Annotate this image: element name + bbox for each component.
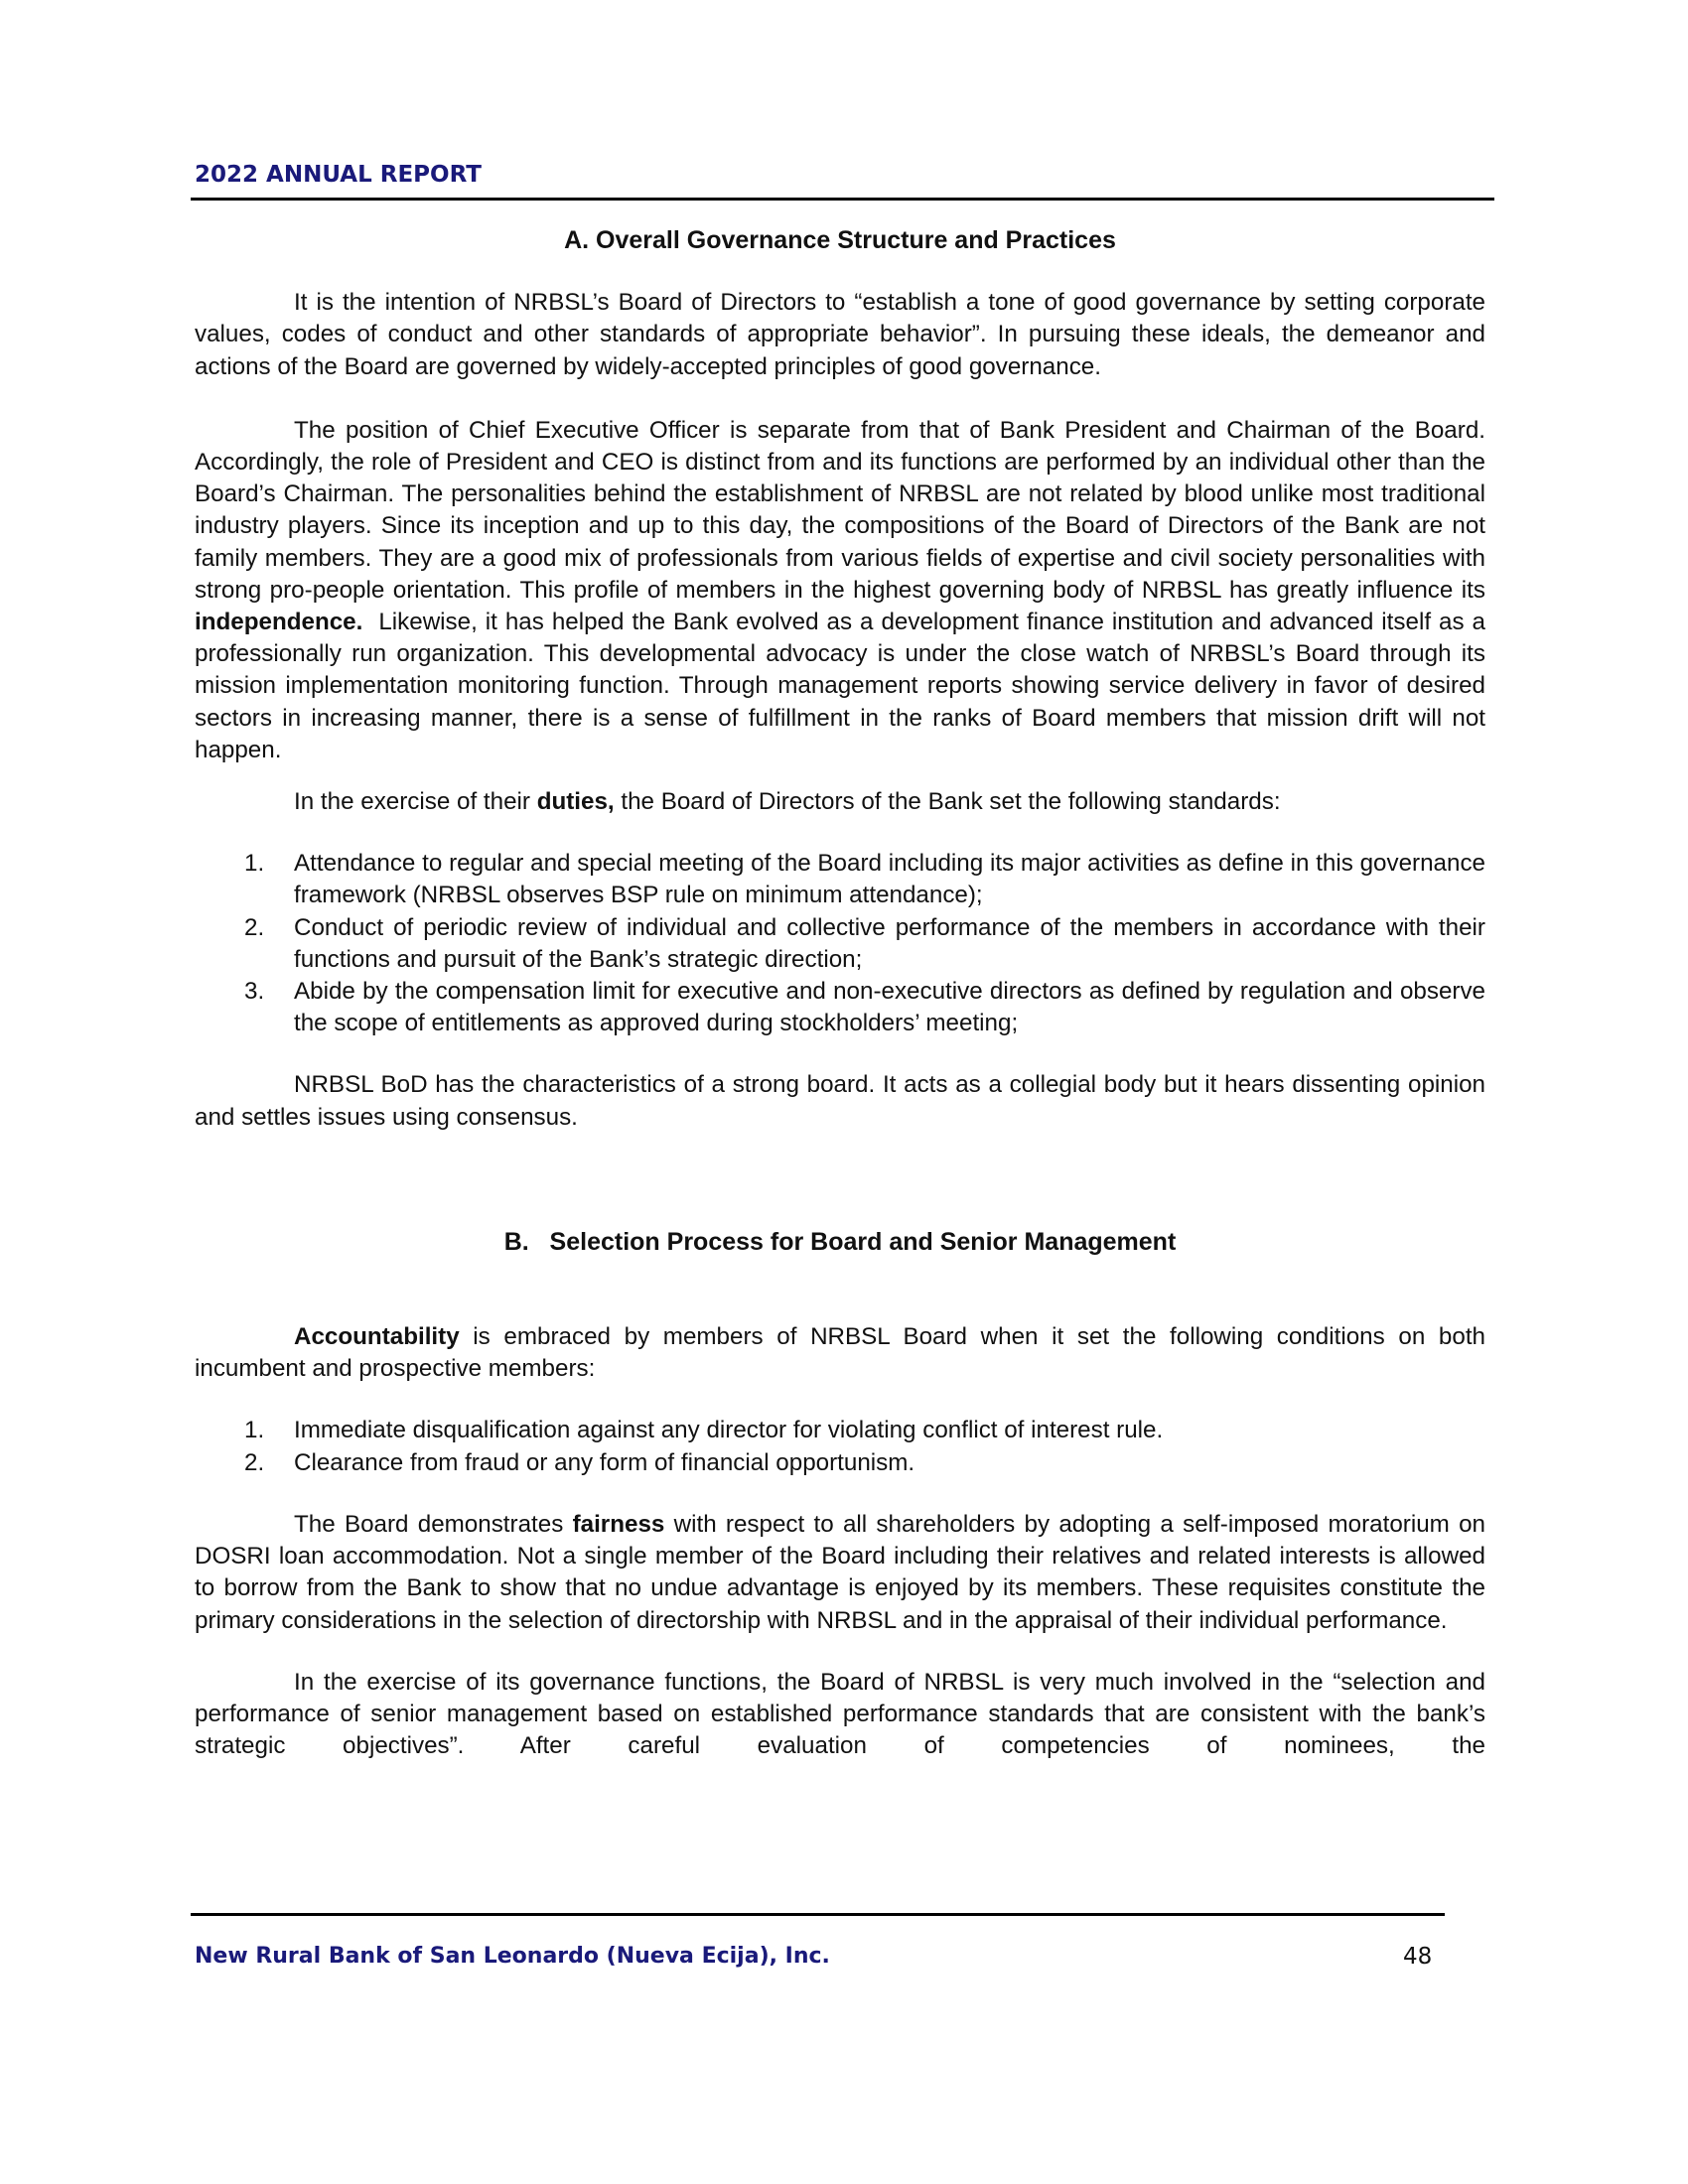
section-b-title: B. Selection Process for Board and Senior Management — [503, 1227, 1177, 1256]
section-a-paragraph-1: It is the intention of NRBSL’s Board of Directors to “establish a tone of good governance by setting corporate values, codes of conduct and other standards of appropriate behavior”. In pursuing these ideals, the demeanor and actions of the Board are governed by widely-accepted principles of good governance. — [195, 289, 1485, 380]
list-item-text: Attendance to regular and special meeting of the Board including its major activities as define in this governance framework (NRBSL observes BSP rule on minimum attendance); — [294, 850, 1485, 909]
list-item — [195, 1447, 1485, 1479]
section-a-paragraph-3 — [195, 786, 1485, 818]
emphasis-duties: duties, — [536, 788, 615, 816]
list-item — [195, 912, 1485, 976]
conditions-list — [195, 1415, 1485, 1478]
section-a-paragraph-2 — [195, 415, 1492, 766]
header-divider — [191, 198, 1494, 201]
list-number: 1. — [244, 850, 265, 878]
list-number: 3. — [244, 978, 265, 1006]
emphasis-independence: independence. — [195, 609, 363, 636]
list-item — [195, 848, 1485, 911]
standards-list — [195, 848, 1485, 1039]
paragraph-text: with respect to all shareholders by adopting a self-imposed moratorium on DOSRI loan accommodation. Not a single member of the Board including their relatives and related interests is allowed to borrow from the Bank to show that no undue advantage is enjoyed by its members. These requisites constitute the primary considerations in the selection of directorship with NRBSL and in the appraisal of their individual performance. — [195, 1510, 1485, 1634]
list-number: 2. — [244, 913, 265, 941]
list-item-text: Conduct of periodic review of individual and collective performance of the members in accordance with their functions and pursuit of the Bank’s strategic direction; — [294, 913, 1485, 973]
list-number: 2. — [244, 1448, 265, 1476]
list-item — [195, 1415, 1485, 1446]
page-number: 48 — [1403, 1944, 1433, 1970]
section-a-paragraph-4: NRBSL BoD has the characteristics of a strong board. It acts as a collegial body but it hears dissenting opinion and settles issues using consensus. — [195, 1071, 1485, 1131]
paragraph-text: The position of Chief Executive Officer is separate from that of Bank President and Chairman of the Board. Accordingly, the role of President and CEO is distinct from and its functions are performed by an individual other than the Board’s Chairman. The personalities behind the establishment of NRBSL are not related by blood unlike most traditional industry players. Since its inception and up to this day, the compositions of the Board of Directors of the Bank are not family members. They are a good mix of professionals from various fields of expertise and civil society personalities with strong pro-people orientation. This profile of members in the highest governing body of NRBSL has greatly influence its — [195, 416, 1485, 604]
paragraph-text: the Board of Directors of the Bank set the following standards: — [614, 788, 1281, 816]
report-header-title: 2022 ANNUAL REPORT — [195, 162, 482, 188]
paragraph-text: Likewise, it has helped the Bank evolved as a development finance institution and advanced itself as a professionally run organization. This developmental advocacy is under the close watch of NRBSL’s Board through its mission implementation monitoring function. Through management reports showing service delivery in favor of desired sectors in increasing manner, there is a sense of fulfillment in the ranks of Board members that mission drift will not happen. — [195, 609, 1492, 763]
list-item — [195, 976, 1485, 1039]
paragraph-text: The Board demonstrates — [294, 1510, 573, 1538]
emphasis-accountability: Accountability — [294, 1323, 460, 1351]
list-item-text: Clearance from fraud or any form of financial opportunism. — [294, 1448, 915, 1476]
list-item-text: Abide by the compensation limit for executive and non-executive directors as defined by regulation and observe the scope of entitlements as approved during stockholders’ meeting; — [294, 978, 1485, 1037]
list-item-text: Immediate disqualification against any director for violating conflict of interest rule. — [294, 1417, 1164, 1444]
page-content — [195, 224, 1492, 1762]
paragraph-text: is embraced by members of NRBSL Board when it set the following conditions on both incumbent and prospective members: — [195, 1323, 1485, 1383]
footer-organization-name: New Rural Bank of San Leonardo (Nueva Ecija), Inc. — [195, 1944, 830, 1969]
section-b-paragraph-2 — [195, 1509, 1485, 1637]
list-number: 1. — [244, 1417, 265, 1444]
section-b-paragraph-1 — [195, 1321, 1485, 1385]
emphasis-fairness: fairness — [572, 1510, 665, 1538]
section-b-paragraph-3: In the exercise of its governance functions, the Board of NRBSL is very much involved in the “selection and performance of senior management based on established performance standards that are consistent with the bank’s strategic objectives”. After careful evaluation of competencies of nominees, the — [195, 1668, 1485, 1760]
section-a-title: A. Overall Governance Structure and Practices — [564, 226, 1116, 254]
footer-divider — [191, 1913, 1445, 1916]
paragraph-text: In the exercise of their — [294, 788, 537, 816]
